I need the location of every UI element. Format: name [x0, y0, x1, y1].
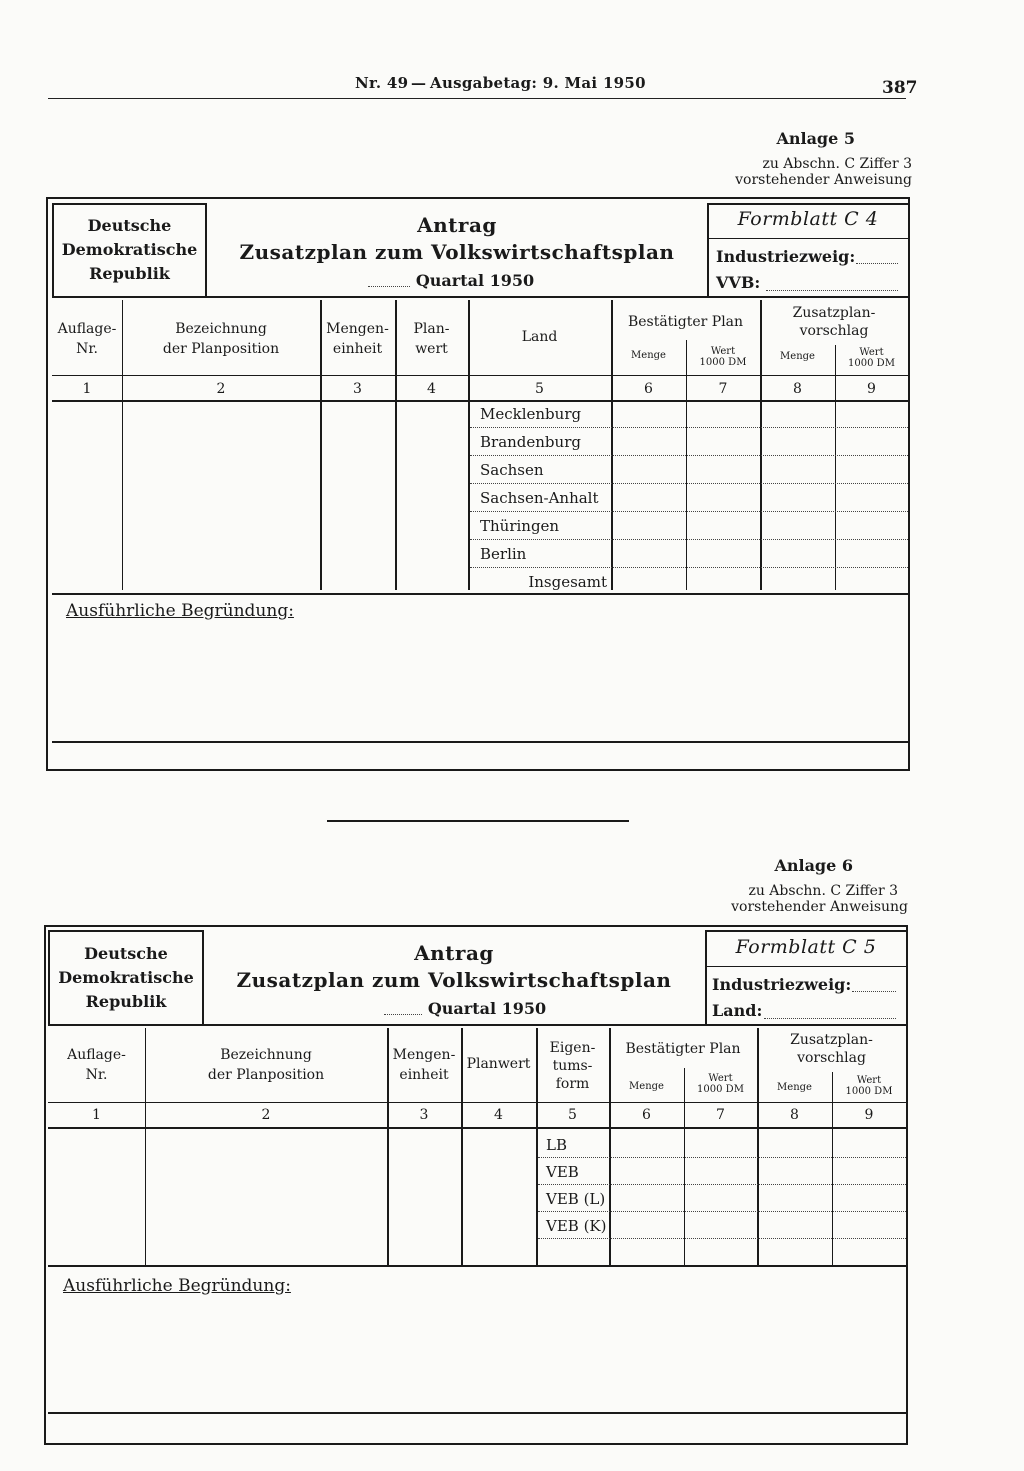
col-mengeneinheit-line2: einheit: [399, 1067, 449, 1083]
title-block-bottom: [52, 296, 908, 298]
state-line-1: Deutsche: [84, 944, 168, 963]
industriezweig-fill: [852, 991, 896, 992]
anlage-ref-line1: zu Abschn. C Ziffer 3: [762, 156, 912, 172]
col-wert-9-line1: Wert: [859, 347, 884, 358]
col-number-7: 7: [718, 381, 728, 397]
col-menge-6: Menge: [629, 1081, 664, 1092]
begruendung-bottom: [48, 1412, 906, 1414]
state-box-top: [52, 203, 205, 205]
frame-bottom: [46, 769, 910, 771]
col-bezeichnung-line2: der Planposition: [207, 1067, 325, 1083]
issue-number: Nr. 49: [355, 74, 409, 92]
group-zusatzplanvorschlag: [760, 304, 908, 340]
col-bezeichnung-line1: Bezeichnung: [220, 1047, 312, 1063]
field-land: Land:: [712, 1001, 763, 1020]
col-mengeneinheit: [387, 1045, 461, 1085]
row-label-mecklenburg: Mecklenburg: [480, 405, 582, 423]
group-zusatz-line1: Zusatzplan-: [792, 305, 876, 321]
state-line-3: Republik: [85, 992, 167, 1011]
anlage-ref-line1: zu Abschn. C Ziffer 3: [748, 883, 898, 899]
formblatt-divider: [705, 966, 906, 967]
col-wert-9-line1: Wert: [856, 1075, 882, 1086]
col-auflage: [48, 1045, 145, 1085]
state-line-2: Demokratische: [58, 968, 194, 987]
row-rule: [538, 1184, 906, 1185]
col-mengeneinheit-line2: einheit: [332, 341, 383, 357]
col-wert-7-line2: 1000 DM: [699, 357, 747, 368]
formblatt-box-left: [705, 930, 707, 1024]
col-line-6: [686, 340, 687, 590]
col-mengeneinheit-line1: Mengen-: [392, 1047, 456, 1063]
col-number-2: 2: [216, 381, 226, 397]
page-number: 387: [882, 78, 918, 98]
table-bottom: [48, 1265, 906, 1267]
vvb-fill: [766, 290, 898, 291]
col-line-7: [760, 300, 762, 590]
col-auflage-line2: Nr.: [85, 1067, 108, 1083]
col-bezeichnung-line1: Bezeichnung: [175, 321, 267, 337]
col-planwert: [395, 319, 468, 359]
row-rule: [538, 1157, 906, 1158]
col-number-1: 1: [82, 381, 92, 397]
quartal-label: Quartal 1950: [415, 271, 535, 290]
col-wert-7-line1: Wert: [708, 1073, 733, 1084]
col-number-8: 8: [790, 1107, 799, 1123]
header-rule: [48, 98, 906, 99]
quartal-fill: [368, 286, 410, 287]
state-line-3: Republik: [89, 264, 170, 283]
state-box-top: [48, 930, 202, 932]
header-row-divider: [48, 1102, 906, 1103]
form-title: Antrag: [417, 213, 497, 237]
row-label-veb-k: VEB (K): [546, 1217, 607, 1235]
col-planwert: Planwert: [466, 1056, 531, 1072]
group-bestaetigter-plan: Bestätigter Plan: [627, 314, 744, 330]
col-wert-7: [684, 1073, 757, 1095]
frame-top: [46, 197, 910, 199]
begruendung-label: Ausführliche Begründung:: [63, 1276, 291, 1296]
anlage-label: Anlage 5: [776, 129, 855, 148]
col-number-9: 9: [864, 1107, 874, 1123]
quartal-fill: [384, 1014, 422, 1015]
col-number-4: 4: [427, 381, 436, 397]
frame-left: [44, 925, 46, 1445]
table-bottom: [52, 593, 908, 595]
formblatt-box-top: [705, 930, 906, 932]
col-wert-9-line2: 1000 DM: [848, 358, 895, 369]
row-label-sachsen-anhalt: Sachsen-Anhalt: [480, 489, 599, 507]
group-zusatzplanvorschlag: [757, 1031, 906, 1067]
col-eigentumsform-line3: form: [555, 1076, 590, 1092]
quartal-label: Quartal 1950: [427, 999, 547, 1018]
state-name: [48, 942, 204, 1014]
section-separator: [327, 820, 629, 822]
col-bezeichnung-line2: der Planposition: [162, 341, 280, 357]
col-number-9: 9: [867, 381, 876, 397]
col-menge-6: Menge: [631, 350, 666, 361]
row-rule: [470, 483, 908, 484]
col-menge-8: Menge: [777, 1082, 812, 1093]
col-eigentumsform: [536, 1039, 609, 1093]
frame-right: [908, 197, 910, 771]
col-mengeneinheit: [320, 319, 395, 359]
state-name: [52, 214, 207, 286]
col-auflage-line1: Auflage-: [57, 321, 117, 337]
col-auflage-line2: Nr.: [76, 341, 98, 357]
form-title: Antrag: [414, 941, 494, 965]
row-label-berlin: Berlin: [480, 545, 527, 563]
industriezweig-fill: [856, 263, 898, 264]
col-wert-9-line2: 1000 DM: [845, 1086, 893, 1097]
col-line-8: [832, 1072, 833, 1265]
col-number-5: 5: [568, 1107, 577, 1123]
formblatt-divider: [707, 238, 908, 239]
row-rule: [470, 455, 908, 456]
formblatt-box-top: [707, 203, 908, 205]
group-zusatz-line2: vorschlag: [797, 1050, 866, 1066]
row-rule: [470, 427, 908, 428]
state-line-1: Deutsche: [87, 216, 172, 235]
field-industriezweig: Industriezweig:: [716, 247, 856, 266]
row-rule: [470, 539, 908, 540]
col-number-8: 8: [793, 381, 802, 397]
col-line-6: [684, 1068, 685, 1265]
formblatt-label: Formblatt C 5: [735, 936, 877, 958]
row-label-brandenburg: Brandenburg: [480, 433, 581, 451]
col-wert-7-line1: Wert: [710, 346, 736, 357]
issue-date: Ausgabetag: 9. Mai 1950: [430, 74, 646, 92]
header-row-divider: [52, 375, 908, 376]
col-planwert-line1: Plan-: [413, 321, 450, 337]
col-number-5: 5: [535, 381, 544, 397]
land-fill: [764, 1018, 896, 1019]
col-line-5: [611, 300, 613, 590]
header-dash: —: [411, 74, 427, 92]
col-land: Land: [521, 329, 558, 345]
field-industriezweig: Industriezweig:: [712, 975, 852, 994]
row-rule: [470, 511, 908, 512]
col-menge-8: Menge: [780, 351, 815, 362]
title-block-bottom: [48, 1024, 906, 1026]
col-number-4: 4: [494, 1107, 503, 1123]
frame-bottom: [44, 1443, 908, 1445]
col-eigentumsform-line1: Eigen-: [549, 1040, 596, 1056]
col-number-3: 3: [419, 1107, 429, 1123]
col-wert-7-line2: 1000 DM: [697, 1084, 744, 1095]
col-eigentumsform-line2: tums-: [552, 1058, 593, 1074]
form-subtitle: Zusatzplan zum Volkswirtschaftsplan: [239, 240, 675, 264]
begruendung-label: Ausführliche Begründung:: [66, 601, 294, 621]
number-row-divider: [48, 1127, 906, 1129]
row-label-sachsen: Sachsen: [480, 461, 544, 479]
col-auflage-line1: Auflage-: [67, 1047, 126, 1063]
col-bezeichnung: [145, 1045, 387, 1085]
row-label-insgesamt: Insgesamt: [528, 573, 607, 591]
field-vvb: VVB:: [716, 273, 761, 292]
col-number-3: 3: [353, 381, 362, 397]
row-rule: [538, 1211, 906, 1212]
col-bezeichnung: [122, 319, 320, 359]
number-row-divider: [52, 400, 908, 402]
row-rule: [470, 567, 908, 568]
group-zusatz-line1: Zusatzplan-: [790, 1032, 873, 1048]
col-wert-9: [835, 347, 908, 369]
anlage-label: Anlage 6: [774, 856, 853, 875]
col-number-2: 2: [261, 1107, 271, 1123]
form-subtitle: Zusatzplan zum Volkswirtschaftsplan: [236, 968, 672, 992]
frame-top: [44, 925, 908, 927]
formblatt-box-left: [707, 203, 709, 296]
frame-left: [46, 197, 48, 771]
row-label-veb: VEB: [546, 1163, 579, 1181]
state-line-2: Demokratische: [61, 240, 198, 259]
row-rule: [538, 1238, 906, 1239]
col-wert-7: [686, 346, 760, 368]
col-auflage: [52, 319, 122, 359]
row-label-thueringen: Thüringen: [480, 517, 560, 535]
col-mengeneinheit-line1: Mengen-: [326, 321, 389, 337]
col-line-5: [609, 1028, 611, 1265]
group-zusatz-line2: vorschlag: [799, 323, 869, 339]
anlage-ref-line2: vorstehender Anweisung: [735, 172, 912, 188]
col-number-7: 7: [716, 1107, 725, 1123]
col-number-6: 6: [642, 1107, 651, 1123]
col-wert-9: [832, 1075, 906, 1097]
row-label-lb: LB: [546, 1136, 567, 1154]
formblatt-label: Formblatt C 4: [737, 208, 879, 230]
frame-right: [906, 925, 908, 1445]
col-number-1: 1: [92, 1107, 101, 1123]
group-bestaetigter-plan: Bestätigter Plan: [625, 1041, 741, 1057]
col-number-6: 6: [644, 381, 653, 397]
begruendung-bottom: [52, 741, 908, 743]
col-planwert-line2: wert: [415, 341, 448, 357]
row-label-veb-l: VEB (L): [546, 1190, 606, 1208]
anlage-ref-line2: vorstehender Anweisung: [731, 899, 908, 915]
